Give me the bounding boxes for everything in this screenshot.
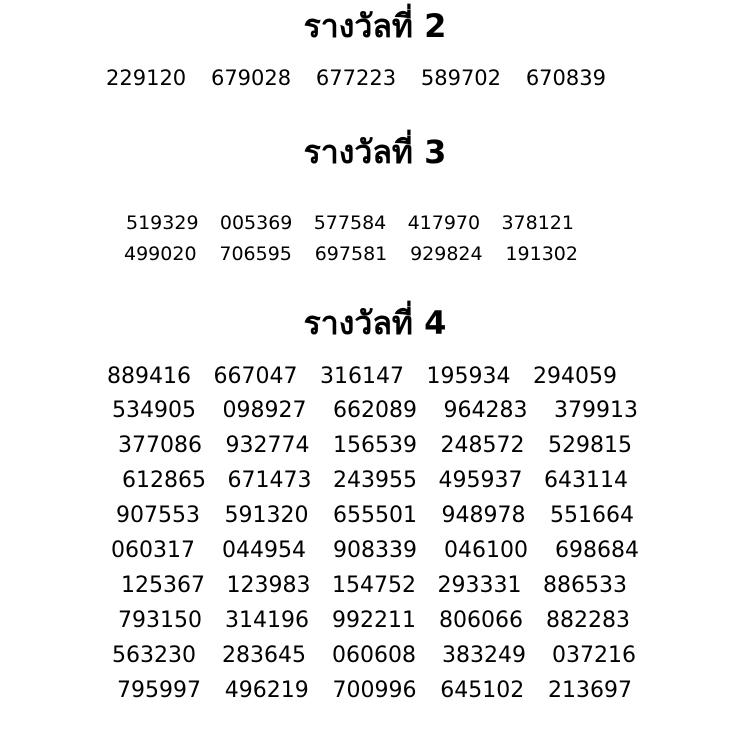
number: 992211 bbox=[332, 608, 416, 633]
prize4-row bbox=[112, 397, 638, 425]
prize4-row bbox=[117, 677, 632, 705]
number: 645102 bbox=[440, 678, 525, 703]
number: 496219 bbox=[224, 678, 309, 703]
number: 243955 bbox=[333, 468, 417, 493]
number: 060608 bbox=[332, 643, 416, 668]
number: 697581 bbox=[314, 243, 388, 265]
number: 191302 bbox=[505, 243, 578, 265]
prize4-title: รางวัลที่ 4 bbox=[303, 304, 447, 342]
prize4-row bbox=[107, 363, 617, 391]
number: 907553 bbox=[116, 503, 200, 528]
number: 793150 bbox=[118, 608, 202, 633]
number: 700996 bbox=[332, 678, 417, 703]
number: 154752 bbox=[332, 573, 416, 598]
number: 046100 bbox=[444, 538, 528, 563]
prize3-row bbox=[126, 211, 574, 235]
number: 889416 bbox=[107, 364, 191, 389]
prize4-row bbox=[112, 642, 636, 670]
number: 248572 bbox=[440, 433, 525, 458]
number: 577584 bbox=[313, 212, 387, 234]
number: 417970 bbox=[407, 212, 481, 234]
number: 643114 bbox=[544, 468, 628, 493]
number: 314196 bbox=[225, 608, 309, 633]
number: 519329 bbox=[126, 212, 199, 234]
number: 563230 bbox=[112, 643, 196, 668]
prize4-row bbox=[111, 537, 639, 565]
number: 156539 bbox=[333, 433, 417, 458]
number: 037216 bbox=[552, 643, 636, 668]
number: 213697 bbox=[548, 678, 632, 703]
number: 378121 bbox=[501, 212, 574, 234]
number: 123983 bbox=[226, 573, 311, 598]
number: 229120 bbox=[106, 66, 187, 90]
number: 706595 bbox=[219, 243, 292, 265]
number: 677223 bbox=[315, 66, 397, 90]
number: 499020 bbox=[124, 243, 197, 265]
number: 589702 bbox=[420, 66, 502, 90]
number: 612865 bbox=[122, 468, 206, 493]
number: 667047 bbox=[213, 364, 298, 389]
number: 882283 bbox=[546, 608, 630, 633]
number: 529815 bbox=[548, 433, 632, 458]
number: 698684 bbox=[555, 538, 639, 563]
number: 293331 bbox=[437, 573, 522, 598]
number: 534905 bbox=[112, 398, 196, 423]
prize2-title: รางวัลที่ 2 bbox=[303, 7, 447, 45]
number: 929824 bbox=[410, 243, 483, 265]
number: 671473 bbox=[227, 468, 312, 493]
number: 932774 bbox=[225, 433, 310, 458]
prize3-row bbox=[124, 242, 578, 266]
number: 060317 bbox=[111, 538, 195, 563]
number: 551664 bbox=[550, 503, 634, 528]
number: 495937 bbox=[438, 468, 523, 493]
number: 806066 bbox=[439, 608, 523, 633]
number: 662089 bbox=[333, 398, 417, 423]
number: 795997 bbox=[117, 678, 201, 703]
prize3-title: รางวัลที่ 3 bbox=[303, 133, 447, 171]
number: 316147 bbox=[320, 364, 404, 389]
number: 125367 bbox=[121, 573, 205, 598]
prize4-row bbox=[121, 572, 627, 600]
number: 964283 bbox=[443, 398, 528, 423]
number: 005369 bbox=[219, 212, 293, 234]
number: 908339 bbox=[333, 538, 417, 563]
number: 098927 bbox=[222, 398, 307, 423]
prize4-row bbox=[118, 432, 632, 460]
number: 044954 bbox=[222, 538, 306, 563]
prize2-row bbox=[106, 65, 606, 91]
number: 379913 bbox=[554, 398, 638, 423]
number: 886533 bbox=[543, 573, 627, 598]
number: 670839 bbox=[525, 66, 606, 90]
number: 655501 bbox=[333, 503, 417, 528]
number: 383249 bbox=[442, 643, 526, 668]
number: 591320 bbox=[224, 503, 309, 528]
number: 283645 bbox=[222, 643, 306, 668]
number: 948978 bbox=[441, 503, 526, 528]
number: 294059 bbox=[533, 364, 617, 389]
prize4-row bbox=[116, 502, 634, 530]
number: 195934 bbox=[426, 364, 511, 389]
number: 679028 bbox=[210, 66, 292, 90]
prize4-row bbox=[118, 607, 630, 635]
number: 377086 bbox=[118, 433, 202, 458]
prize4-row bbox=[122, 467, 628, 495]
